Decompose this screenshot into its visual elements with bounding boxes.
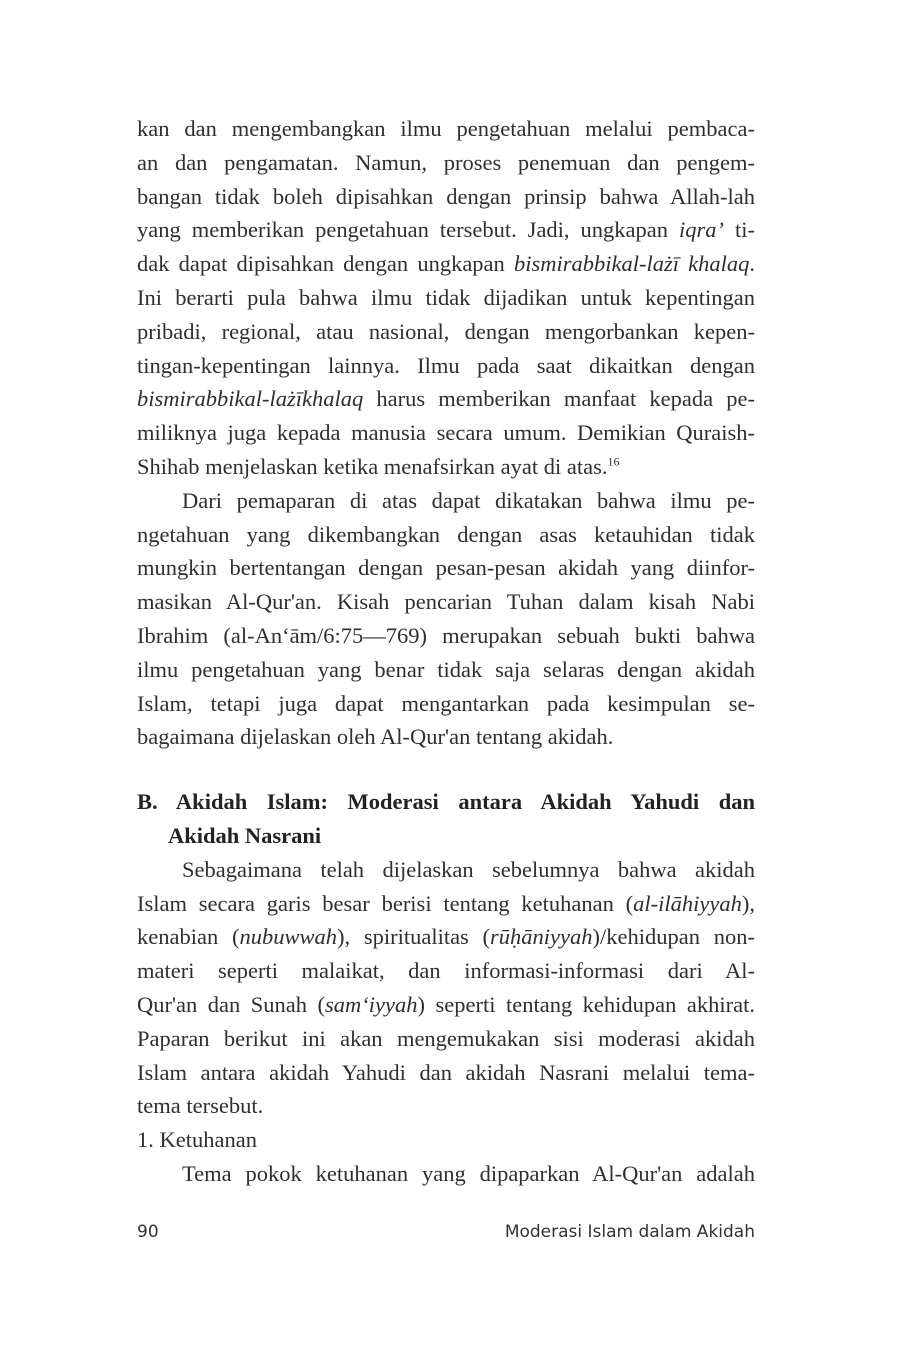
page-number: 90 (137, 1222, 159, 1242)
text-line: Tema pokok ketuhanan yang dipaparkan Al-Qur'an adalah (182, 1160, 755, 1186)
text-line (137, 247, 755, 281)
text-span: )/kehidupan non- (592, 924, 755, 950)
text-span: ) seperti tentang kehidupan akhirat. (417, 991, 756, 1017)
text-line: Ibrahim (al-An‘ām/6:75—769) merupakan sebuah bukti bahwa (137, 622, 755, 648)
paragraph-3 (137, 853, 755, 1123)
text-line: Sebagaimana telah dijelaskan sebelumnya bahwa akidah (182, 856, 755, 882)
text-line: masikan Al-Qur'an. Kisah pencarian Tuhan dalam kisah Nabi (137, 589, 755, 615)
text-line (137, 450, 755, 484)
text-span: yang memberikan pengetahuan tersebut. Jadi, ungkapan (137, 217, 680, 243)
text-line: Islam antara akidah Yahudi dan akidah Nasrani melalui tema- (137, 1059, 755, 1085)
text-line: materi seperti malaikat, dan informasi-informasi dari Al- (137, 958, 755, 984)
section-heading (137, 785, 755, 853)
text-line: Dari pemaparan di atas dapat dikatakan bahwa ilmu pe- (182, 487, 755, 513)
text-span: Shihab menjelaskan ketika menafsirkan ayat di atas. (137, 453, 608, 479)
text-span: . (749, 251, 755, 277)
italic-term: rūḥāniyyah (490, 924, 593, 950)
text-line: bangan tidak boleh dipisahkan dengan prinsip bahwa Allah-lah (137, 183, 755, 209)
text-span: ), spiritualitas ( (336, 924, 491, 950)
text-line: bagaimana dijelaskan oleh Al-Qur'an tentang akidah. (137, 724, 614, 750)
text-line: tema tersebut. (137, 1093, 264, 1119)
text-line: ngetahuan yang dikembangkan dengan asas ketauhidan tidak (137, 521, 755, 547)
text-span: ti- (724, 217, 755, 243)
body-text (137, 112, 755, 1191)
text-line: kan dan mengembangkan ilmu pengetahuan melalui pembaca- (137, 116, 755, 141)
heading-line: B. Akidah Islam: Moderasi antara Akidah Yahudi dan (137, 789, 755, 815)
text-span: Qur'an dan Sunah ( (137, 991, 326, 1017)
footnote-ref[interactable]: 16 (607, 454, 620, 469)
subsection-title: 1. Ketuhanan (137, 1127, 257, 1153)
text-line: miliknya juga kepada manusia secara umum. Demikian Quraish- (137, 420, 755, 446)
paragraph-4 (137, 1157, 755, 1191)
heading-line: Akidah Nasrani (168, 822, 322, 848)
text-line (137, 382, 755, 416)
text-span: kenabian ( (137, 924, 240, 950)
page-footer (137, 1222, 755, 1248)
text-line: Islam, tetapi juga dapat mengantarkan pada kesimpulan se- (137, 690, 755, 716)
text-span: dak dapat dipisahkan dengan ungkapan (137, 251, 514, 277)
text-line: tingan-kepentingan lainnya. Ilmu pada saat dikaitkan dengan (137, 352, 755, 378)
text-line (137, 887, 755, 921)
text-line (137, 213, 755, 247)
text-line: pribadi, regional, atau nasional, dengan mengorbankan kepen- (137, 318, 755, 344)
paragraph-1 (137, 112, 755, 484)
text-line: Ini berarti pula bahwa ilmu tidak dijadikan untuk kepentingan (137, 284, 755, 310)
text-span: Islam secara garis besar berisi tentang ketuhanan ( (137, 890, 634, 916)
italic-term: al-ilāhiyyah (633, 890, 742, 916)
text-span: harus memberikan manfaat kepada pe- (363, 386, 755, 412)
italic-term: nubuwwah (239, 924, 337, 950)
running-title: Moderasi Islam dalam Akidah (504, 1222, 755, 1242)
text-line (137, 920, 755, 954)
italic-term: iqra’ (679, 217, 725, 243)
text-line: mungkin bertentangan dengan pesan-pesan akidah yang diinfor- (137, 555, 755, 581)
text-line (137, 988, 755, 1022)
text-span: ), (741, 890, 755, 916)
italic-term: bismirabbikal-lażī khalaq (513, 251, 750, 277)
paragraph-2 (137, 484, 755, 754)
text-line: an dan pengamatan. Namun, proses penemuan dan pengem- (137, 149, 755, 175)
text-line: ilmu pengetahuan yang benar tidak saja selaras dengan akidah (137, 656, 755, 682)
italic-term: bismirabbikal-lażīkhalaq (137, 386, 364, 412)
section-spacer (137, 754, 755, 785)
text-line: Paparan berikut ini akan mengemukakan sisi moderasi akidah (137, 1025, 755, 1051)
italic-term: sam‘iyyah (325, 991, 418, 1017)
